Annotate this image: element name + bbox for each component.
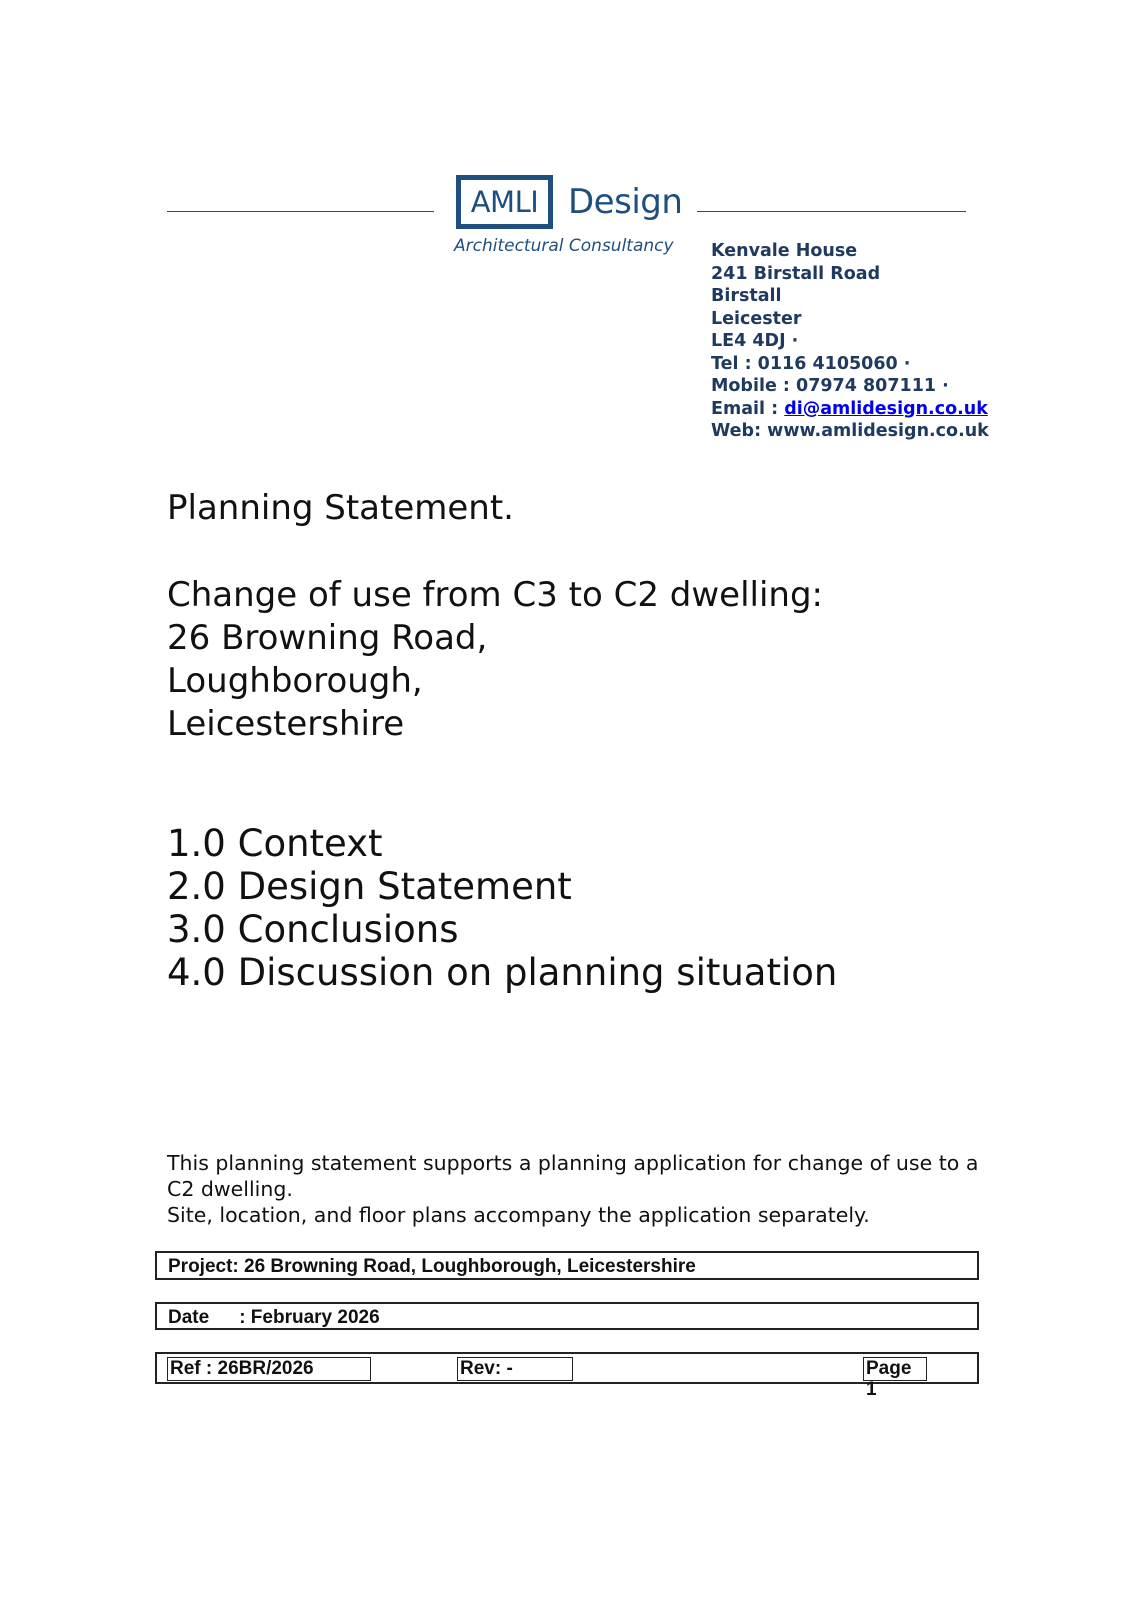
address-tel: Tel : 0116 4105060 · <box>711 353 911 374</box>
project-text: Project: 26 Browning Road, Loughborough, Leicestershire <box>168 1256 696 1277</box>
date-value: : February 2026 <box>239 1307 380 1328</box>
address-postcode: LE4 4DJ · <box>711 331 799 351</box>
address-email-row <box>711 398 989 421</box>
address-web: Web: www.amlidesign.co.uk <box>711 421 989 441</box>
intro-paragraph: Site, location, and floor plans accompany the application separately. <box>167 1203 870 1227</box>
amli-logo-box <box>456 175 553 229</box>
logo-tagline: Architectural Consultancy <box>454 236 674 256</box>
table-of-contents <box>167 822 837 994</box>
toc-item-context: 1.0 Context <box>167 822 383 865</box>
subtitle-line: Loughborough, <box>167 661 423 701</box>
address-line: 241 Birstall Road <box>711 263 881 284</box>
document-title: Planning Statement. <box>167 488 514 528</box>
reference-box <box>155 1352 979 1400</box>
ref-cell: Ref : 26BR/2026 <box>167 1357 371 1381</box>
logo-box-text: AMLI <box>470 185 539 219</box>
address-line: Birstall <box>711 286 782 306</box>
subtitle-line: Leicestershire <box>167 704 405 744</box>
logo-design-word: Design <box>568 182 683 222</box>
subtitle-line: Change of use from C3 to C2 dwelling: <box>167 575 824 615</box>
document-subtitle <box>167 574 823 746</box>
header-rule-left <box>167 211 434 212</box>
date-label: Date <box>168 1307 210 1328</box>
address-line: Kenvale House <box>711 241 858 261</box>
intro-text <box>167 1150 987 1228</box>
page-number-cell: Page 1 <box>863 1357 927 1381</box>
header-rule-right <box>697 211 966 212</box>
address-mobile: Mobile : 07974 807111 · <box>711 376 949 396</box>
address-line: Leicester <box>711 308 802 329</box>
email-label: Email : <box>711 398 785 419</box>
project-box <box>155 1251 979 1280</box>
intro-paragraph: This planning statement supports a planning application for change of use to a C2 dwelling. <box>167 1151 979 1201</box>
toc-item-conclusions: 3.0 Conclusions <box>167 908 459 951</box>
email-link[interactable]: di@amlidesign.co.uk <box>784 398 988 419</box>
toc-item-design-statement: 2.0 Design Statement <box>167 865 572 908</box>
subtitle-line: 26 Browning Road, <box>167 618 488 658</box>
rev-cell: Rev: - <box>457 1357 573 1381</box>
toc-item-discussion: 4.0 Discussion on planning situation <box>167 951 838 994</box>
company-address <box>711 240 989 443</box>
date-box <box>155 1302 979 1330</box>
